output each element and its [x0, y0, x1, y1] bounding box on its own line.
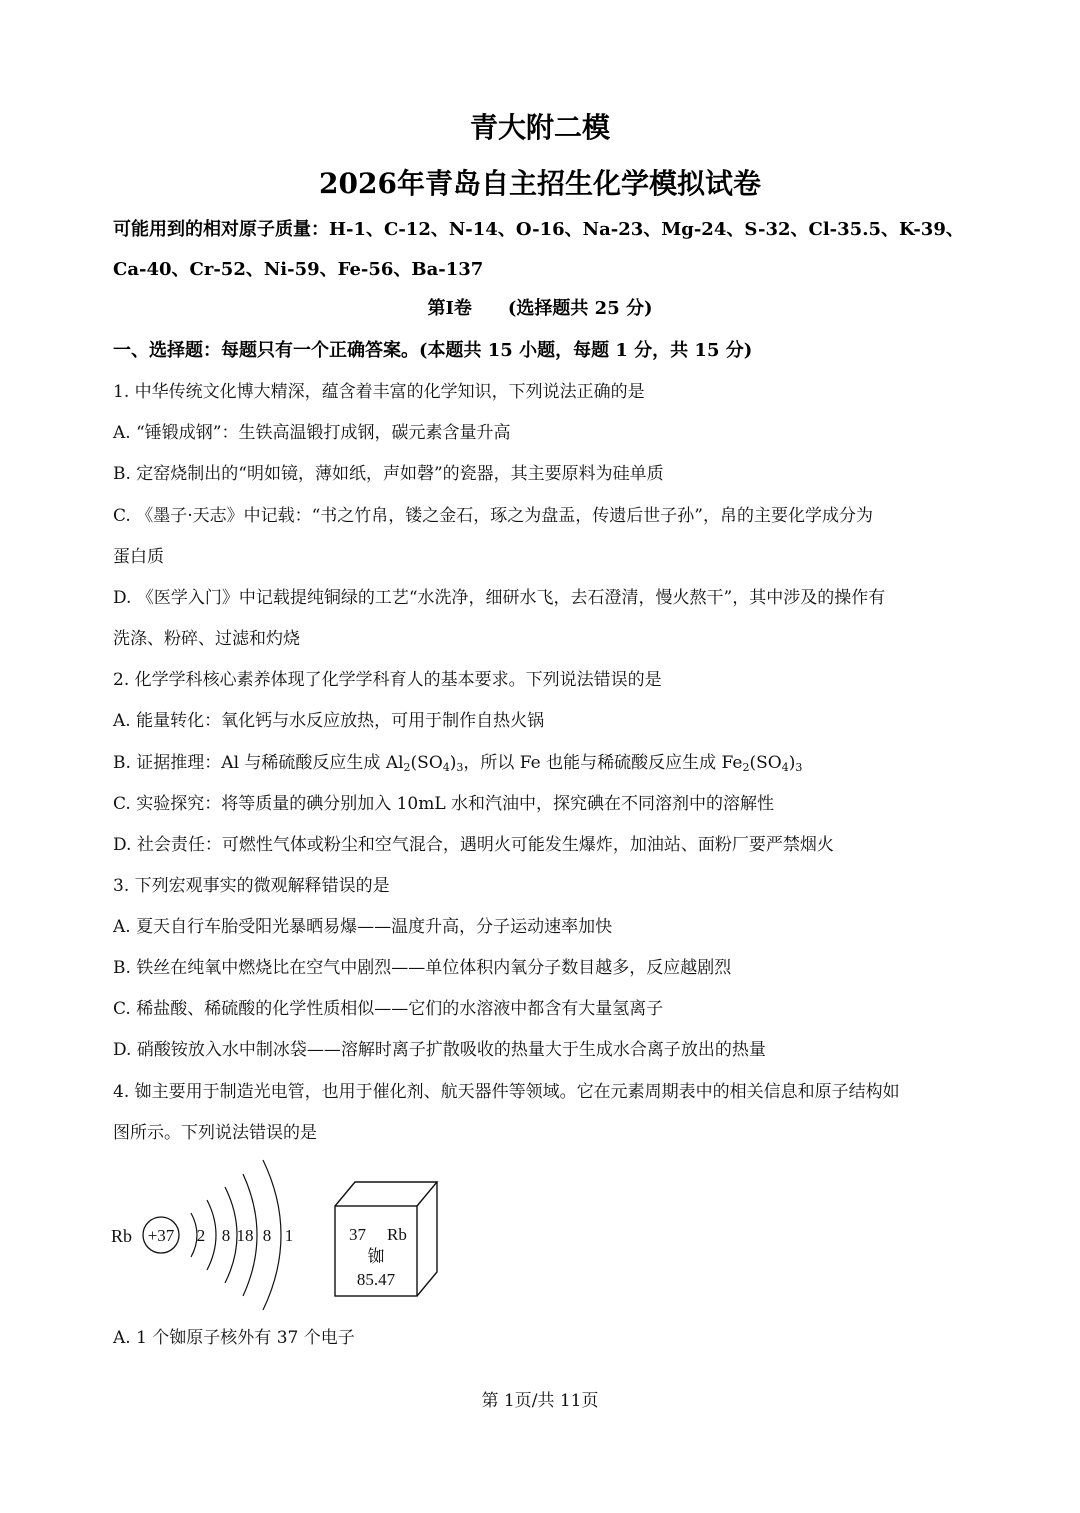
q3-option-b: B. 铁丝在纯氧中燃烧比在空气中剧烈——单位体积内氧分子数目越多，反应越剧烈	[113, 958, 732, 978]
shell-count-2: 8	[221, 1226, 231, 1245]
q3-option-c: C. 稀盐酸、稀硫酸的化学性质相似——它们的水溶液中都含有大量氢离子	[113, 999, 664, 1019]
q2-option-c: C. 实验探究：将等质量的碘分别加入 10mL 水和汽油中，探究碘在不同溶剂中的溶解性	[113, 794, 775, 814]
atom-symbol: Rb	[111, 1226, 133, 1246]
q1-option-c-line2: 蛋白质	[113, 547, 164, 567]
q2-stem: 2. 化学学科核心素养体现了化学学科育人的基本要求。下列说法错误的是	[113, 670, 662, 690]
q2-option-b: B. 证据推理：Al 与稀硫酸反应生成 $Al_2(SO_4)_3$，所以 Fe 也能与稀硫酸反应生成 $Fe_2(SO_4)_3$	[113, 753, 803, 774]
shell-count-3: 18	[236, 1226, 254, 1245]
q4-option-a: A. 1 个铷原子核外有 37 个电子	[113, 1328, 355, 1348]
atomic-mass-line-2: Ca-40、Cr-52、Ni-59、Fe-56、Ba-137	[113, 259, 484, 280]
atomic-mass-line-1: 可能用到的相对原子质量：H-1、C-12、N-14、O-16、Na-23、Mg-24、S-32、Cl-35.5、K-39、	[113, 219, 964, 240]
q3-stem: 3. 下列宏观事实的微观解释错误的是	[113, 876, 390, 896]
q3-option-d: D. 硝酸铵放入水中制冰袋——溶解时离子扩散吸收的热量大于生成水合离子放出的热量	[113, 1040, 766, 1060]
q1-option-b: B. 定窑烧制出的“明如镜，薄如纸，声如磬”的瓷器，其主要原料为硅单质	[113, 464, 664, 484]
part-heading: 一、选择题：每题只有一个正确答案。(本题共 15 小题，每题 1 分，共 15 分)	[113, 340, 753, 361]
cell-element-name: 铷	[367, 1247, 385, 1267]
q1-option-a: A. “锤锻成钢”：生铁高温锻打成钢，碳元素含量升高	[113, 423, 511, 443]
shell-count-1: 2	[196, 1226, 206, 1245]
cell-atomic-number: 37	[349, 1225, 366, 1244]
q2-option-a: A. 能量转化：氧化钙与水反应放热，可用于制作自热火锅	[113, 711, 545, 731]
rubidium-diagram	[105, 1150, 465, 1310]
q1-option-d-line1: D. 《医学入门》中记载提纯铜绿的工艺“水洗净，细研水飞，去石澄清，慢火熬干”，其中涉及的操作有	[113, 588, 886, 608]
q4-stem-line1: 4. 铷主要用于制造光电管，也用于催化剂、航天器件等领域。它在元素周期表中的相关信息和原子结构如	[113, 1082, 900, 1102]
q3-option-a: A. 夏天自行车胎受阳光暴晒易爆——温度升高，分子运动速率加快	[113, 917, 613, 937]
cell-element-symbol: Rb	[387, 1225, 407, 1244]
page-footer: 第 1页/共 11页	[481, 1391, 599, 1411]
q2-option-d: D. 社会责任：可燃性气体或粉尘和空气混合，遇明火可能发生爆炸，加油站、面粉厂要严禁烟火	[113, 835, 834, 855]
q4-stem-line2: 图所示。下列说法错误的是	[113, 1123, 317, 1143]
cell-atomic-mass: 85.47	[356, 1270, 396, 1289]
q1-stem: 1. 中华传统文化博大精深，蕴含着丰富的化学知识，下列说法正确的是	[113, 382, 645, 402]
volume-heading: 第Ⅰ卷 (选择题共 25 分)	[427, 298, 653, 319]
shell-arc-2	[207, 1200, 216, 1270]
shell-count-5: 1	[284, 1226, 294, 1245]
shell-count-4: 8	[262, 1226, 272, 1245]
exam-subtitle: 2026年青岛自主招生化学模拟试卷	[319, 167, 761, 200]
exam-title: 青大附二模	[469, 111, 610, 144]
nucleus-charge: +37	[147, 1226, 175, 1245]
q1-option-d-line2: 洗涤、粉碎、过滤和灼烧	[113, 629, 300, 649]
q1-option-c-line1: C. 《墨子·天志》中记载：“书之竹帛，镂之金石，琢之为盘盂，传遗后世子孙”，帛的主要化学成分为	[113, 506, 873, 526]
